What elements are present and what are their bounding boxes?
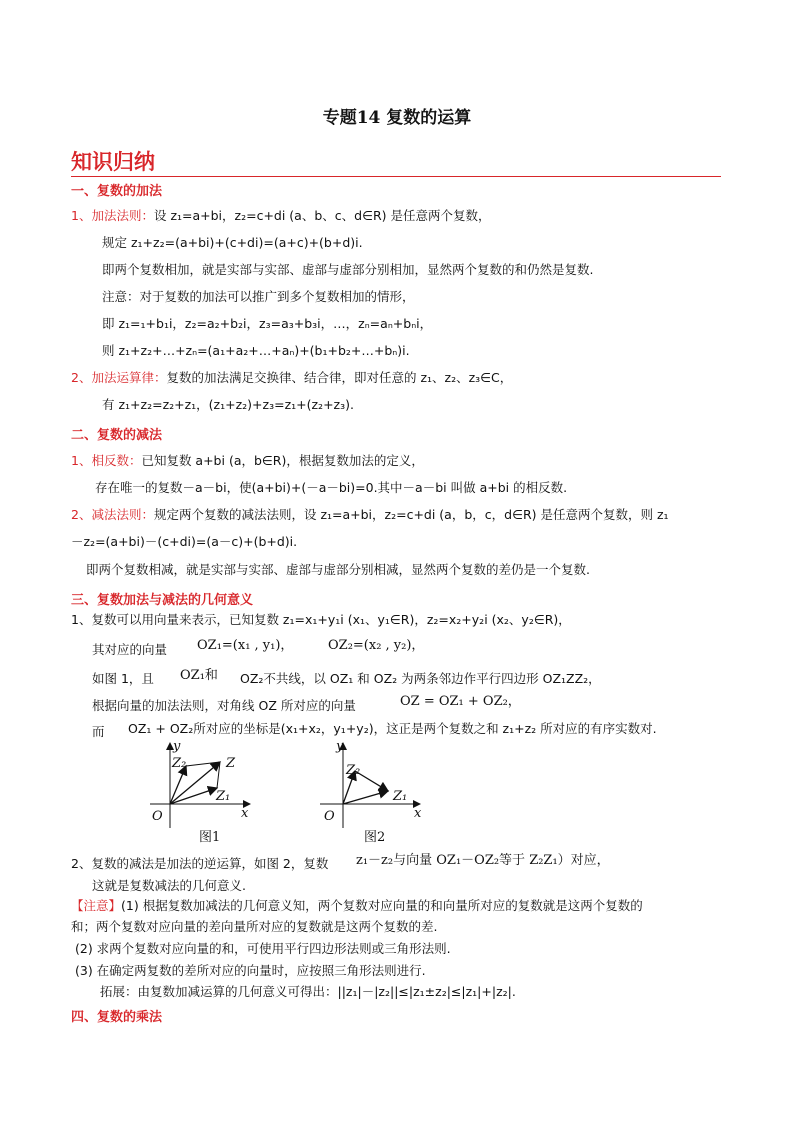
addition-rule-text: 设 z₁=a+bi，z₂=c+di (a、b、c、d∈R) 是任意两个复数， [153,208,491,223]
subtraction-explain: 即两个复数相减，就是实部与实部、虚部与虚部分别相减，显然两个复数的差仍是一个复数. [86,562,590,577]
vector-label: 其对应的向量 [92,642,168,657]
heading-addition: 一、复数的加法 [71,184,163,199]
note-text-1: (1) 根据复数加减法的几何意义知，两个复数对应向量的和向量所对应的复数就是这两个复数的 [121,898,643,913]
subtraction-rule-label: 2、减法法则： [71,507,154,522]
vector-oz2: OZ₂=(x₂ , y₂)， [328,638,425,653]
page-title: 专题14 复数的运算 [322,108,472,128]
vector-oz1: OZ₁=(x₁ , y₁)， [197,638,294,653]
heading-subtraction: 二、复数的减法 [71,428,163,443]
fig2-origin-label: O [324,809,335,824]
note-text-3: (3) 在确定两复数的差所对应的向量时，应按照三角形法则进行. [75,963,426,978]
subtraction-formula: －z₂=(a+bi)－(c+di)=(a－c)+(b+d)i. [71,534,298,549]
fig1-x-label: x [241,806,249,821]
addition-sum: 则 z₁+z₂+…+zₙ=(a₁+a₂+…+aₙ)+(b₁+b₂+…+bₙ)i. [102,343,410,358]
subtraction-rule-line [71,506,669,524]
note-text-2: (2) 求两个复数对应向量的和，可使用平行四边形法则或三角形法则. [75,941,451,956]
opposite-line [71,452,424,470]
section-header: 知识归纳 [71,150,155,174]
subtraction-vector-formula: z₁－z₂与向量 OZ₁－OZ₂等于 Z₂Z₁）对应， [356,853,610,868]
fig2-caption: 图2 [364,830,386,845]
and-text: 而 [92,724,105,739]
figure-1-diagram [140,738,260,843]
addition-explain: 即两个复数相加，就是实部与实部、虚部与虚部分别相加，显然两个复数的和仍然是复数. [102,262,594,277]
addition-law-formula: 有 z₁+z₂=z₂+z₁，(z₁+z₂)+z₃=z₁+(z₂+z₃). [102,397,354,412]
opposite-text: 已知复数 a+bi (a，b∈R)，根据复数加法的定义， [141,453,424,468]
opposite-label: 1、相反数： [71,453,142,468]
oz1-and: OZ₁和 [180,668,218,683]
fig1-origin-label: O [152,809,163,824]
fig1-z2-label: Z₂ [172,756,187,771]
heading-multiplication: 四、复数的乘法 [71,1010,163,1025]
note-line-1 [71,897,643,915]
addition-note: 注意：对于复数的加法可以推广到多个复数相加的情形， [102,289,415,304]
addition-law-label: 2、加法运算律： [71,370,167,385]
fig1-z-label: Z [226,756,236,771]
addition-law-text: 复数的加法满足交换律、结合律，即对任意的 z₁、z₂、z₃∈C， [166,370,513,385]
opposite-define: 存在唯一的复数－a－bi，使(a+bi)+(－a－bi)=0.其中－a－bi 叫做 a+bi 的相反数. [95,480,568,495]
geometry-intro: 1、复数可以用向量来表示，已知复数 z₁=x₁+y₁i (x₁、y₁∈R)，z₂=x₂+y₂i (x₂、y₂∈R)， [71,612,571,627]
fig2-x-label: x [414,806,422,821]
fig1-z1-label: Z₁ [216,789,231,804]
extension-text: 拓展：由复数加减运算的几何意义可得出：||z₁|－|z₂||≤|z₁±z₂|≤|z₁|+|z₂|. [100,984,516,999]
figure-2-diagram [310,738,430,843]
section-divider [71,176,721,177]
diagonal-formula: OZ = OZ₁ + OZ₂， [400,694,521,709]
diagonal-text: 根据向量的加法法则，对角线 OZ 所对应的向量 [92,698,356,713]
note-label: 【注意】 [71,898,122,913]
coordinate-text: OZ₁ + OZ₂所对应的坐标是(x₁+x₂，y₁+y₂)，这正是两个复数之和 z₁+z₂ 所对应的有序实数对. [128,721,657,736]
heading-geometry: 三、复数加法与减法的几何意义 [71,593,254,608]
fig1-y-label: y [173,739,181,754]
subtraction-geometry-text: 2、复数的减法是加法的逆运算，如图 2，复数 [71,856,329,871]
fig1-caption: 图1 [199,830,221,845]
addition-define: 规定 z₁+z₂=(a+bi)+(c+di)=(a+c)+(b+d)i. [102,235,363,250]
addition-rule-label: 1、加法法则： [71,208,154,223]
figure1-ref: 如图 1，且 [92,671,154,686]
note-text-1b: 和；两个复数对应向量的差向量所对应的复数就是这两个复数的差. [71,919,438,934]
addition-rule-line [71,207,491,225]
addition-law-line [71,369,512,387]
fig2-y-label: y [336,739,344,754]
fig2-z1-label: Z₁ [393,789,408,804]
fig2-z2-label: Z₂ [346,763,361,778]
subtraction-geometry-meaning: 这就是复数减法的几何意义. [92,878,246,893]
addition-multi: 即 z₁=₁+b₁i，z₂=a₂+b₂i，z₃=a₃+b₃i，…，zₙ=aₙ+bₙi， [102,316,433,331]
parallelogram-text: OZ₂不共线，以 OZ₁ 和 OZ₂ 为两条邻边作平行四边形 OZ₁ZZ₂， [240,671,601,686]
subtraction-rule-text: 规定两个复数的减法法则，设 z₁=a+bi，z₂=c+di (a，b，c，d∈R) 是任意两个复数，则 z₁ [153,507,669,522]
